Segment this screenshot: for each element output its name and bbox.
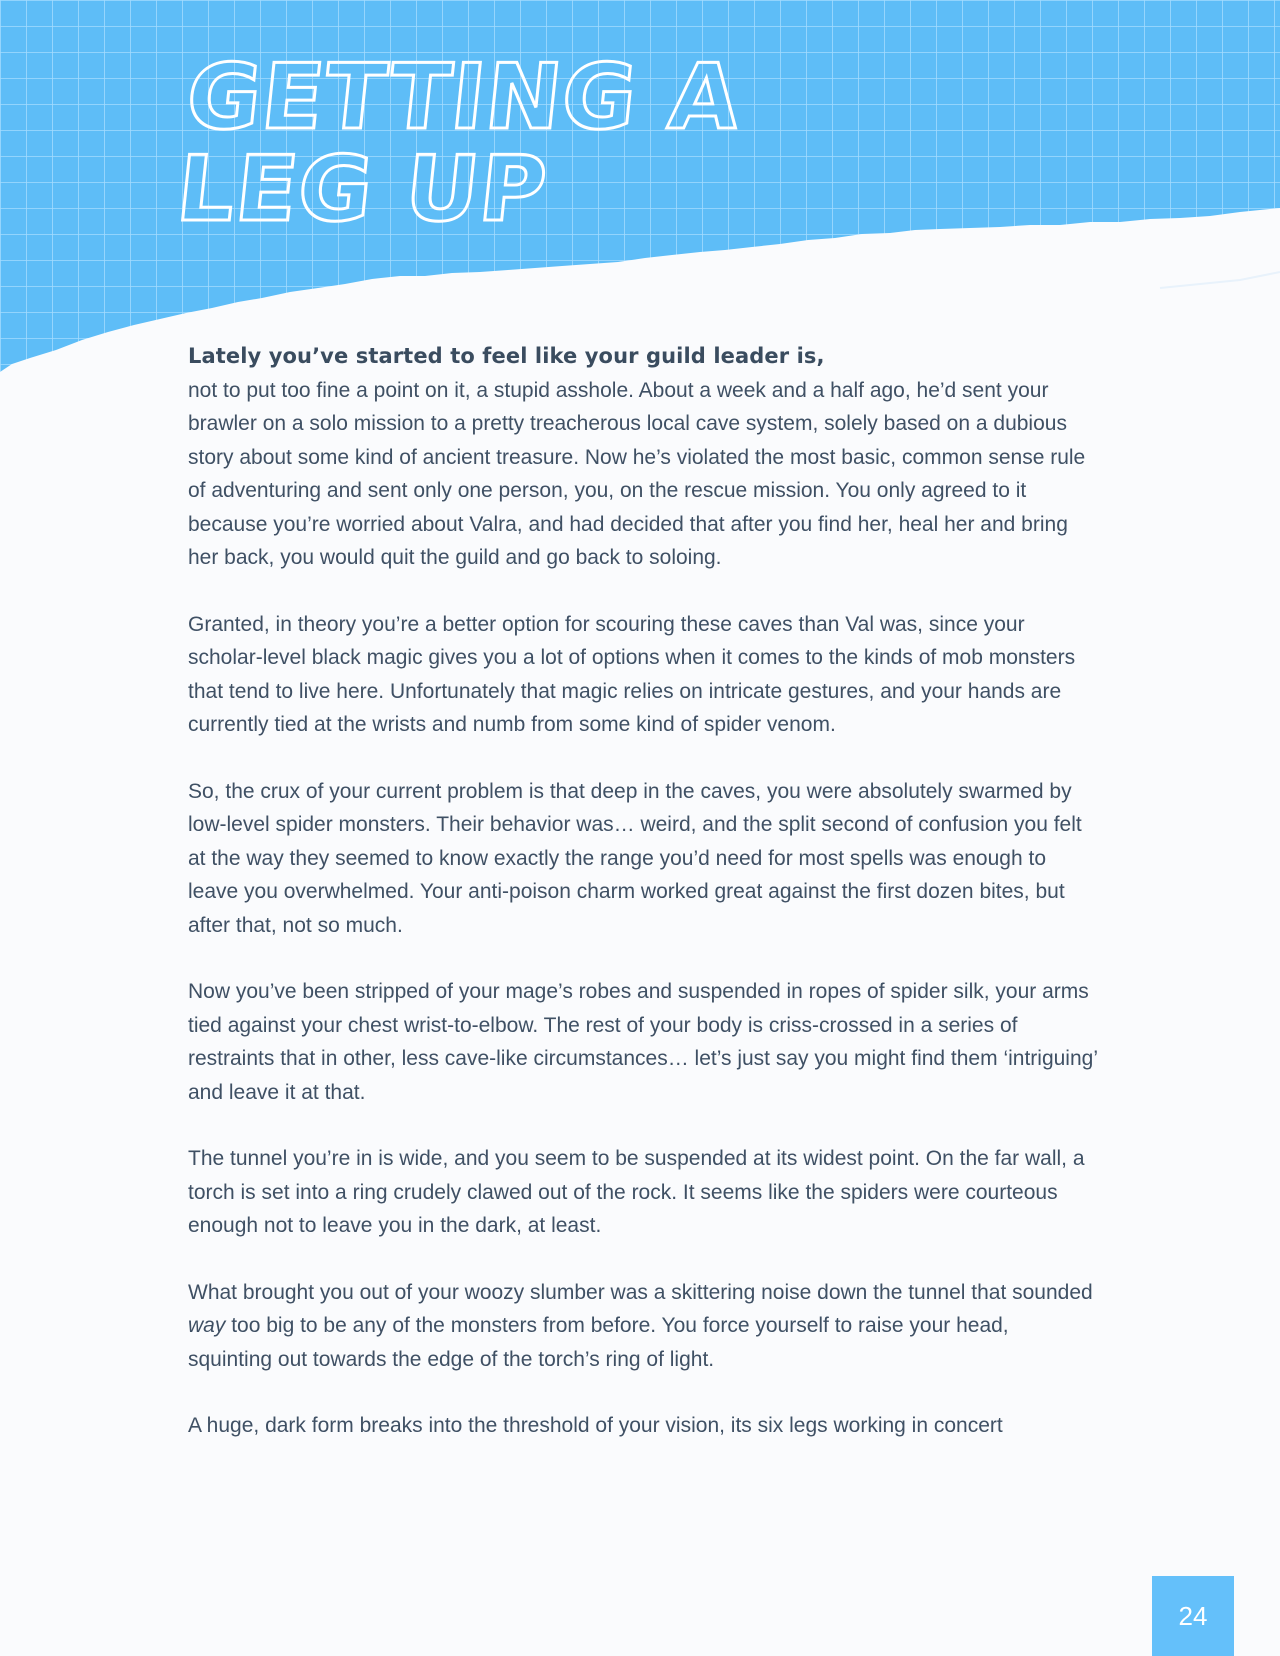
paragraph-1 (188, 340, 1098, 575)
title-line-2: LEG UP (172, 137, 553, 242)
lead-heading: Lately you’ve started to feel like your guild leader is, (188, 344, 825, 368)
title-line-1: GETTING A (181, 45, 746, 150)
paragraph-5: The tunnel you’re in is wide, and you seem to be suspended at its widest point. On the far wall, a torch is set into a ring crudely clawed out of the rock. It seems like the spiders were courteous enough not to leave you in the dark, at least. (188, 1147, 1085, 1237)
page-title (172, 45, 746, 242)
page-number: 24 (1178, 1600, 1208, 1631)
paragraph-4: Now you’ve been stripped of your mage’s robes and suspended in ropes of spider silk, your arms tied against your chest wrist-to-elbow. The rest of your body is criss-crossed in a series of restraints that in other, less cave-like circumstances… let’s just say you might find them ‘intriguing’ and leave it at that. (188, 980, 1098, 1104)
body-text (188, 340, 1098, 1476)
paragraph-7: A huge, dark form breaks into the threshold of your vision, its six legs working in concert (188, 1414, 1003, 1437)
paragraph-6 (188, 1276, 1098, 1377)
paragraph-2: Granted, in theory you’re a better option for scouring these caves than Val was, since your scholar-level black magic gives you a lot of options when it comes to the kinds of mob monsters that tend to live here. Unfortunately that magic relies on intricate gestures, and your hands are currently tied at the wrists and numb from some kind of spider venom. (188, 612, 1076, 736)
paragraph-1-text: not to put too fine a point on it, a stupid asshole. About a week and a half ago, he’d sent your brawler on a solo mission to a pretty treacherous local cave system, solely based on a dubious story about some kind of ancient treasure. Now he’s violated the most basic, common sense rule of adventuring and sent only one person, you, on the rescue mission. You only agreed to it because you’re worried about Valra, and had decided that after you find her, heal her and bring her back, you would quit the guild and go back to soloing. (188, 378, 1086, 569)
emphasis-way: way (188, 1314, 226, 1337)
paragraph-6-text-end: too big to be any of the monsters from before. You force yourself to raise your head, squinting out towards the edge of the torch’s ring of light. (188, 1314, 1009, 1371)
page-number-box (1152, 1576, 1234, 1656)
paragraph-3: So, the crux of your current problem is that deep in the caves, you were absolutely swarmed by low-level spider monsters. Their behavior was… weird, and the split second of confusion you felt at the way they seemed to know exactly the range you’d need for most spells was enough to leave you overwhelmed. Your anti-poison charm worked great against the first dozen bites, but after that, not so much. (188, 779, 1082, 937)
paragraph-6-text-start: What brought you out of your woozy slumber was a skittering noise down the tunnel that sounded (188, 1280, 1093, 1304)
